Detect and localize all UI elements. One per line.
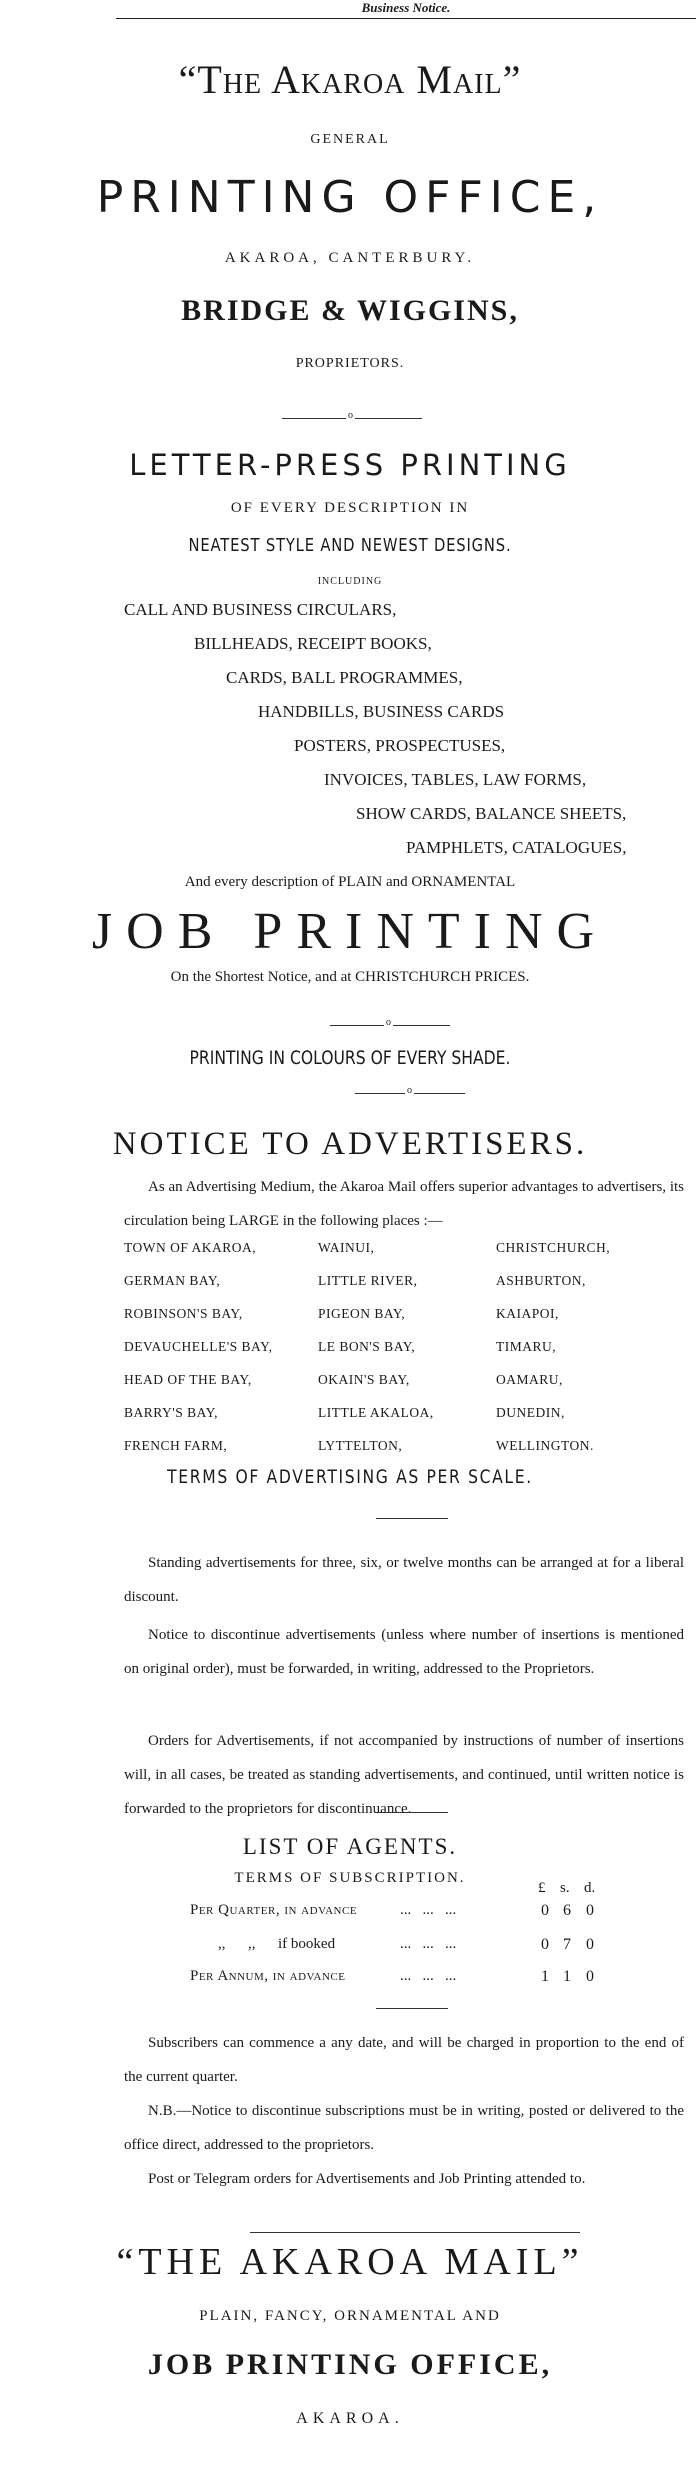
rate-label: Per Quarter, in advance: [190, 1902, 358, 1918]
rate-shillings: 1: [563, 1968, 571, 1985]
place-name: HEAD OF THE BAY,: [124, 1372, 252, 1387]
place-name: OAMARU,: [496, 1372, 563, 1387]
place-name: ROBINSON'S BAY,: [124, 1306, 243, 1321]
list-item: CARDS, BALL PROGRAMMES,: [226, 668, 463, 687]
place-name: TOWN OF AKAROA,: [124, 1240, 257, 1255]
post-telegram-paragraph: Post or Telegram orders for Advertisements and Job Printing attended to.: [148, 2171, 586, 2187]
list-item: CALL AND BUSINESS CIRCULARS,: [124, 600, 397, 619]
job-printing-heading: JOB PRINTING: [91, 903, 609, 960]
rate-dots: ... ... ...: [400, 1902, 457, 1918]
rate-shillings: 6: [563, 1902, 571, 1919]
currency-shilling: s.: [560, 1880, 570, 1896]
place-name: PIGEON BAY,: [318, 1306, 406, 1321]
list-item: BILLHEADS, RECEIPT BOOKS,: [194, 634, 432, 653]
rate-pounds: 1: [541, 1968, 549, 1985]
colours-line: PRINTING IN COLOURS OF EVERY SHADE.: [189, 1047, 511, 1069]
firm-name: BRIDGE & WIGGINS,: [181, 294, 519, 327]
currency-pound: £: [538, 1880, 546, 1896]
place-name: DUNEDIN,: [496, 1405, 565, 1420]
ornament-divider: o: [355, 1088, 465, 1098]
place-name: ASHBURTON,: [496, 1273, 586, 1288]
standing-paragraph: Standing advertisements for three, six, or twelve months can be arranged at for a liberal discount.: [124, 1555, 684, 1605]
rate-pounds: 0: [541, 1902, 549, 1919]
footer-town: AKAROA.: [296, 2410, 404, 2427]
list-item: PAMPHLETS, CATALOGUES,: [406, 838, 627, 857]
nb-paragraph: N.B.—Notice to discontinue subscriptions must be in writing, posted or delivered to the office direct, addressed to the proprietors.: [124, 2103, 684, 2153]
list-item: POSTERS, PROSPECTUSES,: [294, 736, 506, 755]
place-name: LE BON'S BAY,: [318, 1339, 416, 1354]
place-name: DEVAUCHELLE'S BAY,: [124, 1339, 273, 1354]
short-rule: [376, 2008, 448, 2009]
rate-label: ,, ,, if booked: [218, 1936, 336, 1952]
rate-dots: ... ... ...: [400, 1968, 457, 1984]
commence-paragraph: Subscribers can commence a any date, and will be charged in proportion to the end of the current quarter.: [124, 2035, 684, 2085]
terms-advertising-line: TERMS OF ADVERTISING AS PER SCALE.: [167, 1466, 533, 1488]
rate-shillings: 7: [563, 1936, 571, 1953]
subscription-heading: TERMS OF SUBSCRIPTION.: [234, 1870, 466, 1886]
rate-pence: 0: [586, 1968, 594, 1985]
place-name: KAIAPOI,: [496, 1306, 559, 1321]
orders-paragraph: Orders for Advertisements, if not accompanied by instructions of number of insertions will, in all cases, be treated as standing advertisements, and continued, until written notice is forwarded to the proprietors for discontinuance.: [124, 1733, 684, 1817]
list-item: HANDBILLS, BUSINESS CARDS: [258, 702, 505, 721]
place-name: TIMARU,: [496, 1339, 557, 1354]
general-label: GENERAL: [310, 132, 390, 147]
printing-office-heading: PRINTING OFFICE,: [96, 172, 604, 223]
location-line: AKAROA, CANTERBURY.: [224, 250, 476, 266]
short-rule: [376, 1518, 448, 1519]
rate-pence: 0: [586, 1936, 594, 1953]
rate-dots: ... ... ...: [400, 1936, 457, 1952]
section-label: Business Notice.: [361, 0, 451, 15]
rate-label: Per Annum, in advance: [190, 1968, 346, 1984]
ornament-divider: o: [330, 1020, 450, 1030]
letterpress-heading: LETTER-PRESS PRINTING: [129, 448, 571, 482]
shortest-notice-line: On the Shortest Notice, and at CHRISTCHURCH PRICES.: [170, 969, 530, 985]
long-rule: [250, 2232, 580, 2233]
including-label: INCLUDING: [317, 576, 383, 587]
discontinue-paragraph: Notice to discontinue advertisements (unless where number of insertions is mentioned on original order), must be forwarded, in writing, addressed to the Proprietors.: [124, 1627, 684, 1677]
top-rule: [116, 18, 696, 19]
footer-title: “THE AKAROA MAIL”: [116, 2241, 584, 2283]
place-name: WELLINGTON.: [496, 1438, 594, 1453]
plain-ornamental-line: And every description of PLAIN and ORNAMENTAL: [184, 874, 516, 890]
place-name: FRENCH FARM,: [124, 1438, 228, 1453]
plain-fancy-line: PLAIN, FANCY, ORNAMENTAL AND: [199, 2308, 501, 2324]
place-name: CHRISTCHURCH,: [496, 1240, 611, 1255]
rate-pence: 0: [586, 1902, 594, 1919]
list-item: SHOW CARDS, BALANCE SHEETS,: [356, 804, 627, 823]
short-rule: [376, 1812, 448, 1813]
ornament-divider: o: [282, 413, 422, 423]
currency-pence: d.: [584, 1880, 596, 1896]
place-name: BARRY'S BAY,: [124, 1405, 218, 1420]
list-item: INVOICES, TABLES, LAW FORMS,: [324, 770, 587, 789]
masthead-title: “The Akaroa Mail”: [178, 57, 522, 102]
place-name: GERMAN BAY,: [124, 1273, 221, 1288]
footer-office-heading: JOB PRINTING OFFICE,: [147, 2348, 553, 2381]
place-name: OKAIN'S BAY,: [318, 1372, 410, 1387]
every-description-line: OF EVERY DESCRIPTION IN: [230, 500, 470, 516]
proprietors-label: PROPRIETORS.: [295, 356, 405, 371]
agents-heading: LIST OF AGENTS.: [242, 1834, 458, 1859]
advertisers-intro: As an Advertising Medium, the Akaroa Mail offers superior advantages to advertisers, its circulation being LARGE in the following places :—: [124, 1179, 684, 1229]
neatest-style-line: NEATEST STYLE AND NEWEST DESIGNS.: [188, 535, 512, 556]
advertisers-heading: NOTICE TO ADVERTISERS.: [112, 1126, 588, 1162]
place-name: WAINUI,: [318, 1240, 375, 1255]
place-name: LITTLE AKALOA,: [318, 1405, 434, 1420]
rate-pounds: 0: [541, 1936, 549, 1953]
place-name: LITTLE RIVER,: [318, 1273, 418, 1288]
place-name: LYTTELTON,: [318, 1438, 403, 1453]
